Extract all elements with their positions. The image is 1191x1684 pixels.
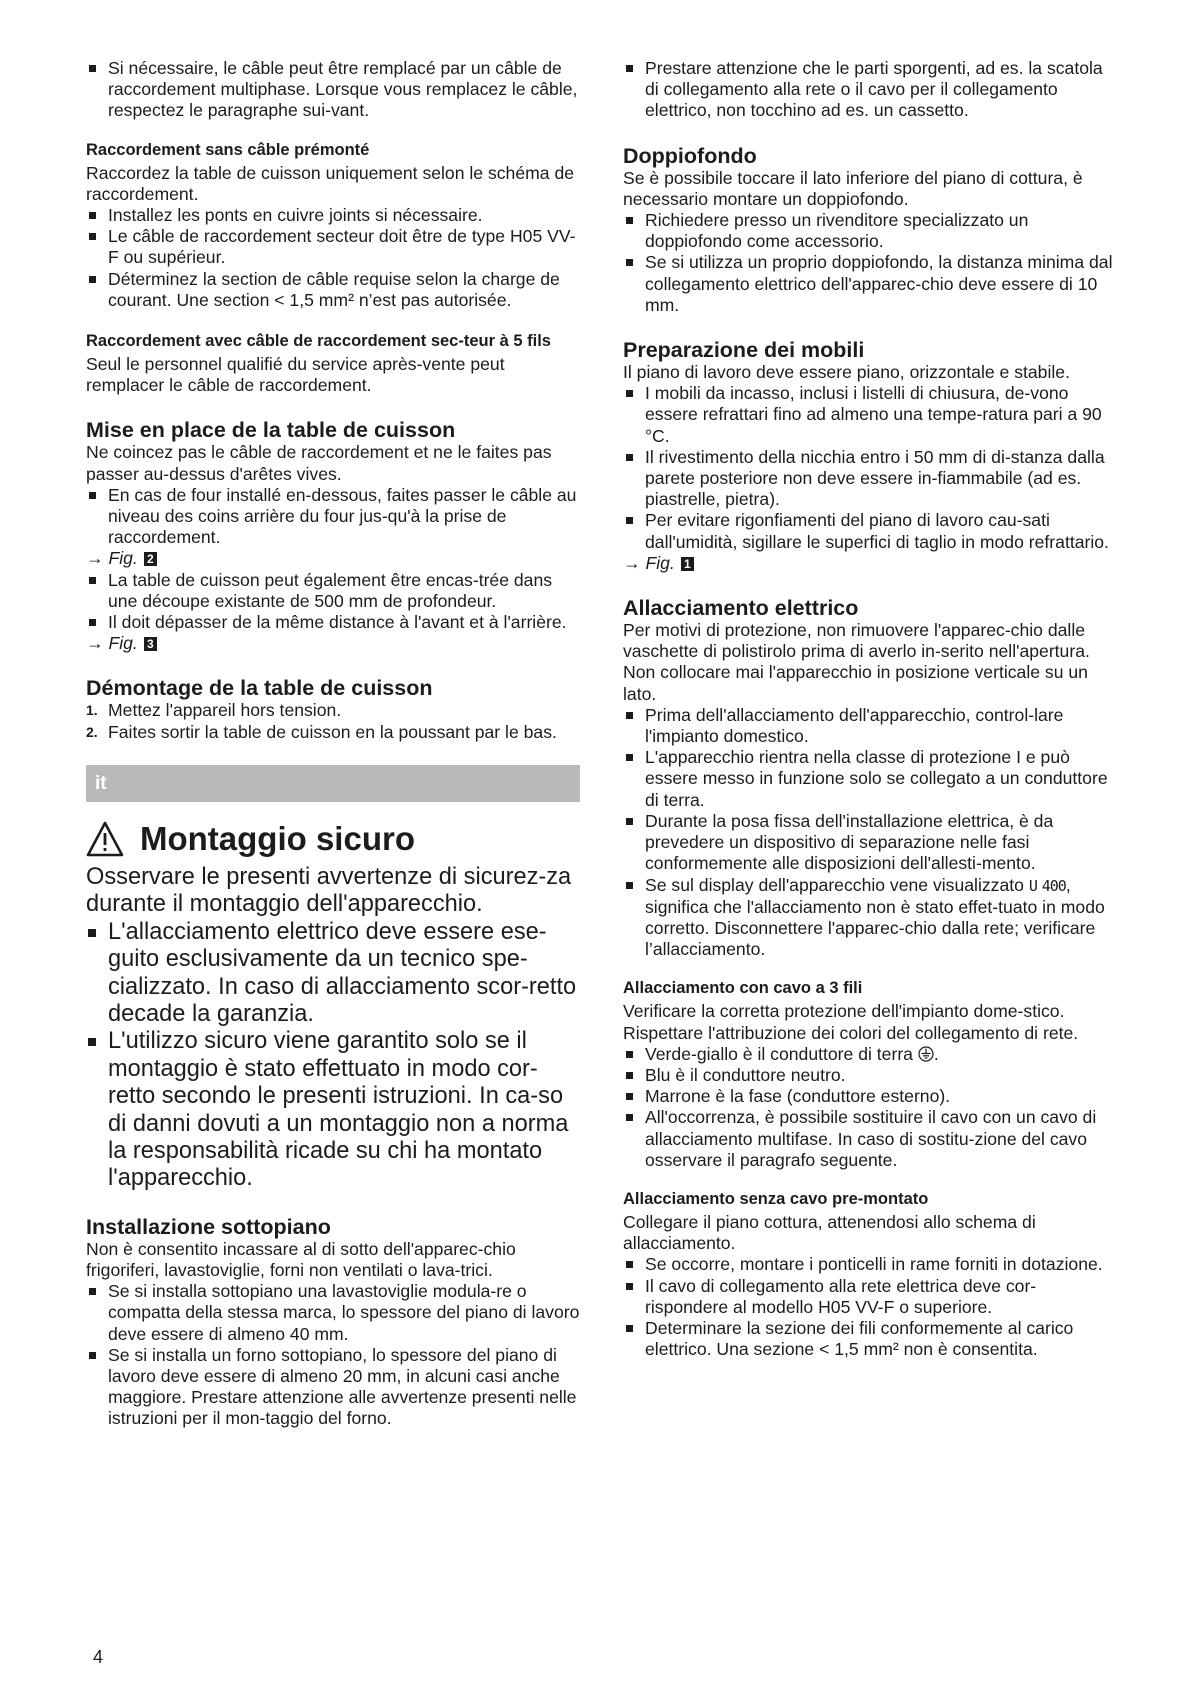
paragraph-senza-cavo: Collegare il piano cottura, attenendosi allo schema di allacciamento. [623,1211,1036,1254]
list-item: L'utilizzo sicuro viene garantito solo se il montaggio è stato effettuato in modo cor-retto secondo le presenti istruzioni. In ca-so di danni dovuti a un montaggio non a norma la responsabilità ricade su chi ha montato l'apparecchio. [86,1028,580,1192]
figure-reference-label: → Fig. [86,548,138,569]
paragraph-sans-cable: Raccordez la table de cuisson uniquement selon le schéma de raccordement. [86,162,575,204]
list-item: Determinare la sezione dei fili conformemente al carico elettrico. Una sezione < 1,5 mm² non è consentita. [623,1318,1117,1360]
list-item: Le câble de raccordement secteur doit être de type H05 VV-F ou supérieur. [86,226,580,268]
list-item: Installez les ponts en cuivre joints si nécessaire. [86,205,580,226]
list-item: L'apparecchio rientra nella classe di protezione I e può essere messo in funzione solo se collegato a un conduttore di terra. [623,747,1117,811]
heading-elettrico: Allacciamento elettrico [623,596,859,621]
list-item: Si nécessaire, le câble peut être remplacé par un câble de raccordement multiphase. Lorsque vous remplacez le câble, respectez le paragraphe sui-vant. [86,58,580,122]
paragraph-mise-en-place: Ne coincez pas le câble de raccordement et ne le faites pas passer au-dessus d'arêtes vives. [86,442,552,484]
list-mobili [623,383,1117,553]
list-demontage-steps [86,700,580,742]
paragraph-tre-fili-1: Verificare la corretta protezione dell'impianto dome-stico. [623,1001,1065,1022]
list-mise-en-place-b [86,570,580,634]
figure-number-badge: 1 [681,557,694,571]
paragraph-doppiofondo: Se è possibile toccare il lato inferiore del piano di cottura, è necessario montare un doppiofondo. [623,167,1083,209]
list-tre-fili [623,1044,1117,1171]
paragraph-tre-fili-2: Rispettare l'attribuzione dei colori del collegamento di rete. [623,1022,1079,1043]
list-item: Se occorre, montare i ponticelli in rame forniti in dotazione. [623,1254,1117,1275]
list-item: Durante la posa fissa dell'installazione elettrica, è da prevedere un dispositivo di separazione nelle fasi conformemente alle disposizioni dell'allesti-mento. [623,811,1117,875]
list-senza-cavo [623,1254,1117,1360]
list-item [86,700,580,721]
heading-tre-fili: Allacciamento con cavo a 3 fili [623,979,863,998]
list-item: Se si installa sottopiano una lavastoviglie modula-re o compatta della stessa marca, lo spessore del piano di lavoro deve essere di almeno 40 mm. [86,1281,580,1345]
list-elettrico [623,705,1117,960]
figure-reference [86,633,580,654]
step-number: 1. [86,702,98,719]
heading-cinq-fils: Raccordement avec câble de raccordement sec-teur à 5 fils [86,332,551,351]
list-item: La table de cuisson peut également être encas-trée dans une découpe existante de 500 mm de profondeur. [86,570,580,612]
page-number: 4 [93,1647,104,1667]
figure-reference [623,553,1117,574]
ground-item-end: . [933,1043,939,1064]
list-item: All'occorrenza, è possibile sostituire il cavo con un cavo di allacciamento multifase. In caso di sostitu-zione del cavo osservare il paragrafo seguente. [623,1107,1117,1171]
figure-number-badge: 3 [144,637,157,651]
list-item: Il rivestimento della nicchia entro i 50 mm di di-stanza dalla parete posteriore non deve essere in-fiammabile (ad es. piastrelle, pietra). [623,447,1117,511]
ground-item-text: Verde-giallo è il conduttore di terra [645,1043,913,1064]
list-item: Per evitare rigonfiamenti del piano di lavoro cau-sati dall'umidità, sigillare le superfici di taglio in modo refrattario. [623,510,1117,552]
list-sans-cable [86,205,580,311]
montaggio-title [86,819,580,859]
display-item-after: , significa che l'allacciamento non è stato effet-tuato in modo corretto. Disconnettere l'apparec-chio dalla rete; verificare l’allacciamento. [645,874,1105,960]
figure-reference [86,548,580,569]
list-doppiofondo [623,210,1117,316]
right-intro-list [623,58,1117,122]
heading-senza-cavo: Allacciamento senza cavo pre-montato [623,1189,929,1208]
list-item: Prestare attenzione che le parti sporgenti, ad es. la scatola di collegamento alla rete o il cavo per il collegamento elettrico, non tocchino ad es. un cassetto. [623,58,1117,122]
left-column [86,58,580,1430]
heading-mobili: Preparazione dei mobili [623,338,865,363]
list-mise-en-place-a [86,485,580,549]
montaggio-block [86,864,580,1193]
step-number: 2. [86,723,98,740]
montaggio-list [86,919,580,1193]
list-item: Marrone è la fase (conduttore esterno). [623,1086,1117,1107]
heading-doppiofondo: Doppiofondo [623,143,757,168]
paragraph-cinq-fils: Seul le personnel qualifié du service après-vente peut remplacer le câble de raccordement. [86,354,505,396]
heading-sans-cable: Raccordement sans câble prémonté [86,140,370,159]
language-bar: it [86,765,580,802]
list-item: Prima dell'allacciamento dell'apparecchio, control-lare l'impianto domestico. [623,705,1117,747]
list-item: Il cavo di collegamento alla rete elettrica deve cor-rispondere al modello H05 VV-F o superiore. [623,1276,1117,1318]
list-item: Se si utilizza un proprio doppiofondo, la distanza minima dal collegamento elettrico dell'apparec-chio deve essere di 10 mm. [623,252,1117,316]
display-item-before: Se sul display dell'apparecchio vene visualizzato [645,874,1029,895]
list-item: Blu è il conduttore neutro. [623,1065,1117,1086]
list-item [623,1044,1117,1065]
display-code-u: U [1028,876,1037,895]
paragraph-mobili: Il piano di lavoro deve essere piano, orizzontale e stabile. [623,362,1070,383]
list-item: Richiedere presso un rivenditore specializzato un doppiofondo come accessorio. [623,210,1117,252]
list-item: Déterminez la section de câble requise selon la charge de courant. Une section < 1,5 mm² n’est pas autorisée. [86,269,580,311]
paragraph-sottopiano: Non è consentito incassare al di sotto dell'apparec-chio frigoriferi, lavastoviglie, forni non ventilati o lava-trici. [86,1238,516,1280]
figure-reference-label: → Fig. [623,552,675,573]
paragraph-elettrico: Per motivi di protezione, non rimuovere l'apparec-chio dalle vaschette di polistirolo prima di averlo in-serito nell'apertura. Non collocare mai l'apparecchio in posizione verticale su un lato. [623,620,1090,704]
montaggio-title-text: Montaggio sicuro [140,819,415,857]
heading-sottopiano: Installazione sottopiano [86,1214,331,1239]
list-item [623,875,1117,961]
figure-reference-label: → Fig. [86,633,138,654]
montaggio-intro: Osservare le presenti avvertenze di sicurez-za durante il montaggio dell'apparecchio. [86,863,572,918]
list-sottopiano [86,1281,580,1429]
heading-demontage: Démontage de la table de cuisson [86,676,433,701]
list-item: Il doit dépasser de la même distance à l'avant et à l'arrière. [86,612,580,633]
ground-symbol-icon [918,1046,934,1062]
list-item: I mobili da incasso, inclusi i listelli di chiusura, de-vono essere refrattari fino ad almeno una tempe-ratura pari a 90 °C. [623,383,1117,447]
list-item: En cas de four installé en-dessous, faites passer le câble au niveau des coins arrière du four jus-qu'à la prise de raccordement. [86,485,580,549]
step-text: Mettez l'appareil hors tension. [108,700,342,721]
heading-mise-en-place: Mise en place de la table de cuisson [86,418,456,443]
left-intro-list [86,58,580,122]
figure-number-badge: 2 [144,552,157,566]
warning-icon [86,821,124,857]
right-column [623,58,1117,1360]
display-code-400: 400 [1041,876,1066,895]
list-item [86,722,580,743]
list-item: L'allacciamento elettrico deve essere ese-guito esclusivamente da un tecnico spe-cializzato. In caso di allacciamento scor-retto decade la garanzia. [86,919,580,1029]
list-item: Se si installa un forno sottopiano, lo spessore del piano di lavoro deve essere di almeno 20 mm, in alcuni casi anche maggiore. Prestare attenzione alle avvertenze presenti nelle istruzioni per il mon-taggio del forno. [86,1345,580,1430]
step-text: Faites sortir la table de cuisson en la poussant par le bas. [108,721,557,742]
